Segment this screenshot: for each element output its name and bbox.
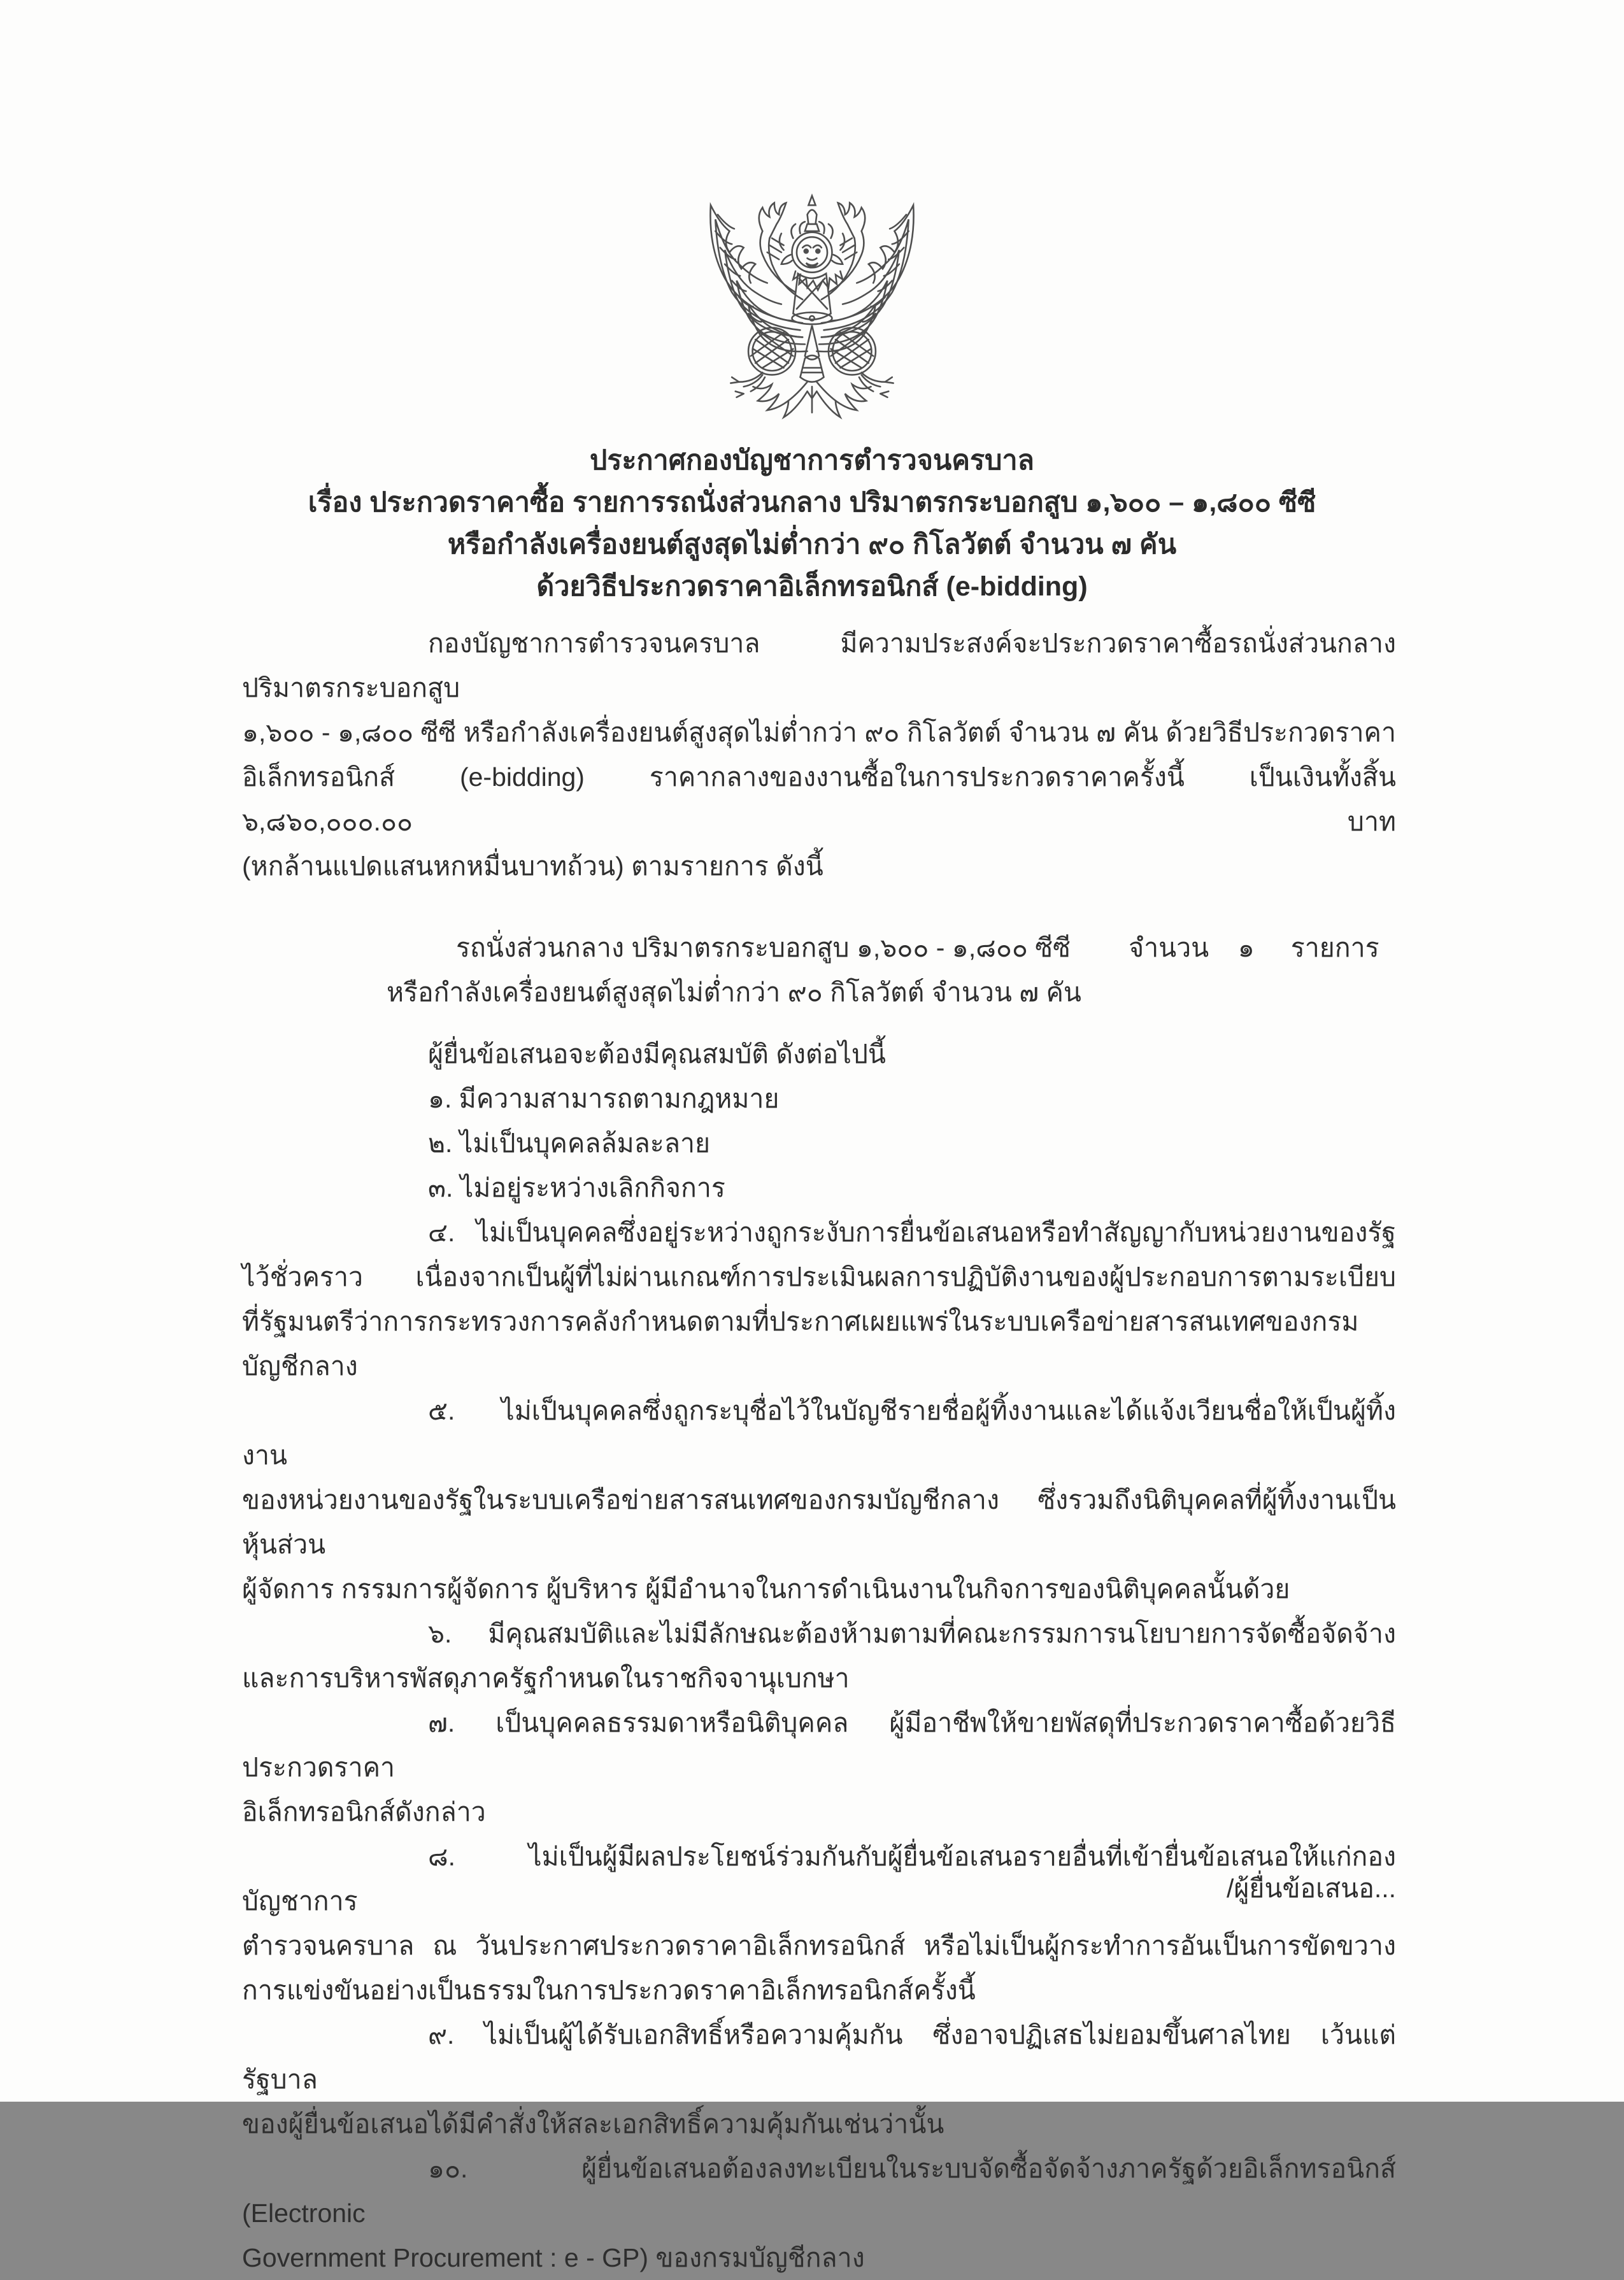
text-line: ๙. ไม่เป็นผู้ได้รับเอกสิทธิ์หรือความคุ้มกัน ซึ่งอาจปฏิเสธไม่ยอมขึ้นศาลไทย เว้นแต่รัฐบาล — [242, 2020, 1396, 2094]
text-line: (หกล้านแปดแสนหกหมื่นบาทถ้วน) ตามรายการ ดังนี้ — [242, 851, 823, 881]
text-line: ด้วยวิธีประกวดราคาอิเล็กทรอนิกส์ (e-bidding) — [536, 571, 1088, 602]
text-line: ๑,๖๐๐ - ๑,๘๐๐ ซีซี หรือกำลังเครื่องยนต์สูงสุดไม่ต่ำกว่า ๙๐ กิโลวัตต์ จำนวน ๗ คัน ด้วยวิธีประกวดราคา — [242, 718, 1396, 747]
text-line: ผู้ยื่นข้อเสนอจะต้องมีคุณสมบัติ ดังต่อไปนี้ — [428, 1039, 886, 1069]
text-line: Government Procurement : e - GP) ของกรมบัญชีกลาง — [242, 2243, 865, 2272]
garuda-emblem-icon — [694, 191, 930, 427]
text-line: ไว้ชั่วคราว เนื่องจากเป็นผู้ที่ไม่ผ่านเกณฑ์การประเมินผลการปฏิบัติงานของผู้ประกอบการตามระเบียบ — [242, 1262, 1396, 1292]
text-line: ๑๐. ผู้ยื่นข้อเสนอต้องลงทะเบียนในระบบจัดซื้อจัดจ้างภาครัฐด้วยอิเล็กทรอนิกส์ (Electronic — [242, 2154, 1404, 2228]
text-line: ๗. เป็นบุคคลธรรมดาหรือนิติบุคคล ผู้มีอาชีพให้ขายพัสดุที่ประกวดราคาซื้อด้วยวิธีประกวดราคา — [242, 1708, 1396, 1782]
text-line: ๕. ไม่เป็นบุคคลซึ่งถูกระบุชื่อไว้ในบัญชีรายชื่อผู้ทิ้งงานและได้แจ้งเวียนชื่อให้เป็นผู้ทิ้งงาน — [242, 1396, 1396, 1470]
item-specification — [242, 925, 1396, 1015]
text-line: ๘. ไม่เป็นผู้มีผลประโยชน์ร่วมกันกับผู้ยื่นข้อเสนอรายอื่นที่เข้ายื่นข้อเสนอให้แก่กองบัญชาการ — [242, 1842, 1396, 1916]
text-line: ๑. มีความสามารถตามกฎหมาย — [428, 1084, 780, 1113]
text-line: ผู้จัดการ กรรมการผู้จัดการ ผู้บริหาร ผู้มีอำนาจในการดำเนินงานในกิจการของนิติบุคคลนั้นด้วย — [242, 1574, 1290, 1604]
garuda-emblem — [694, 191, 930, 427]
text-line: ๓. ไม่อยู่ระหว่างเลิกกิจการ — [428, 1173, 725, 1202]
text-line: อิเล็กทรอนิกส์ (e-bidding) ราคากลางของงานซื้อในการประกวดราคาครั้งนี้ เป็นเงินทั้งสิ้น ๖,๘๖๐,๐๐๐.๐๐ บาท — [242, 762, 1404, 836]
text-line: กองบัญชาการตำรวจนครบาล มีความประสงค์จะประกวดราคาซื้อรถนั่งส่วนกลาง ปริมาตรกระบอกสูบ — [242, 629, 1404, 702]
text-line: ๖. มีคุณสมบัติและไม่มีลักษณะต้องห้ามตามที่คณะกรรมการนโยบายการจัดซื้อจัดจ้าง — [428, 1619, 1396, 1648]
text-line: ๒. ไม่เป็นบุคคลล้มละลาย — [428, 1129, 710, 1158]
text-line: เรื่อง ประกวดราคาซื้อ รายการรถนั่งส่วนกลาง ปริมาตรกระบอกสูบ ๑,๖๐๐ – ๑,๘๐๐ ซีซี — [308, 487, 1316, 518]
text-line: รถนั่งส่วนกลาง ปริมาตรกระบอกสูบ ๑,๖๐๐ - ๑,๘๐๐ ซีซี จำนวน ๑ รายการ — [456, 933, 1379, 962]
text-line: ตำรวจนครบาล ณ วันประกาศประกวดราคาอิเล็กทรอนิกส์ หรือไม่เป็นผู้กระทำการอันเป็นการขัดขวาง — [242, 1931, 1396, 1960]
text-line: และการบริหารพัสดุภาครัฐกำหนดในราชกิจจานุเบกษา — [242, 1664, 850, 1693]
text-line: ที่รัฐมนตรีว่าการกระทรวงการคลังกำหนดตามที่ประกาศเผยแพร่ในระบบเครือข่ายสารสนเทศของกรมบัญชีกลาง — [242, 1307, 1359, 1381]
text-line: ๔. ไม่เป็นบุคคลซึ่งอยู่ระหว่างถูกระงับการยื่นข้อเสนอหรือทำสัญญากับหน่วยงานของรัฐ — [428, 1218, 1396, 1247]
bidder-qualifications — [242, 1032, 1404, 2280]
intro-paragraph — [242, 621, 1404, 888]
text-line: ของผู้ยื่นข้อเสนอได้มีคำสั่งให้สละเอกสิทธิ์ความคุ้มกันเช่นว่านั้น — [242, 2109, 944, 2139]
text-line: การแข่งขันอย่างเป็นธรรมในการประกวดราคาอิเล็กทรอนิกส์ครั้งนี้ — [242, 1976, 976, 2005]
announcement-title — [0, 439, 1624, 608]
text-line: ประกาศกองบัญชาการตำรวจนครบาล — [590, 445, 1034, 476]
text-line: ของหน่วยงานของรัฐในระบบเครือข่ายสารสนเทศของกรมบัญชีกลาง ซึ่งรวมถึงนิติบุคคลที่ผู้ทิ้งงานเป็นหุ้นส่วน — [242, 1485, 1396, 1559]
text-line: หรือกำลังเครื่องยนต์สูงสุดไม่ต่ำกว่า ๙๐ กิโลวัตต์ จำนวน ๗ คัน — [447, 529, 1177, 560]
text-line: หรือกำลังเครื่องยนต์สูงสุดไม่ต่ำกว่า ๙๐ กิโลวัตต์ จำนวน ๗ คัน — [387, 978, 1081, 1007]
announcement-body — [242, 621, 1404, 2280]
page-continuation-mark: /ผู้ยื่นข้อเสนอ... — [1227, 1874, 1396, 1903]
text-line: อิเล็กทรอนิกส์ดังกล่าว — [242, 1797, 486, 1827]
